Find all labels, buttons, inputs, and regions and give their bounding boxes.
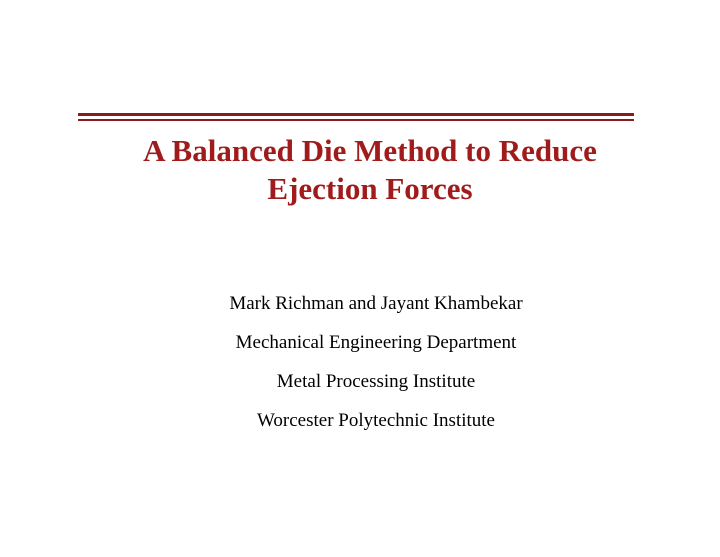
title-divider-top: [78, 113, 634, 116]
institute: Metal Processing Institute: [276, 371, 476, 392]
title-divider-bottom: [78, 119, 634, 121]
department: Mechanical Engineering Department: [235, 332, 517, 353]
author-names: Mark Richman and Jayant Khambekar: [229, 293, 523, 314]
slide-title: [60, 132, 680, 208]
title-line-1: A Balanced Die Method to Reduce: [143, 133, 597, 168]
university: Worcester Polytechnic Institute: [256, 410, 495, 431]
title-line-2: Ejection Forces: [267, 171, 473, 206]
author-block: [80, 291, 672, 447]
